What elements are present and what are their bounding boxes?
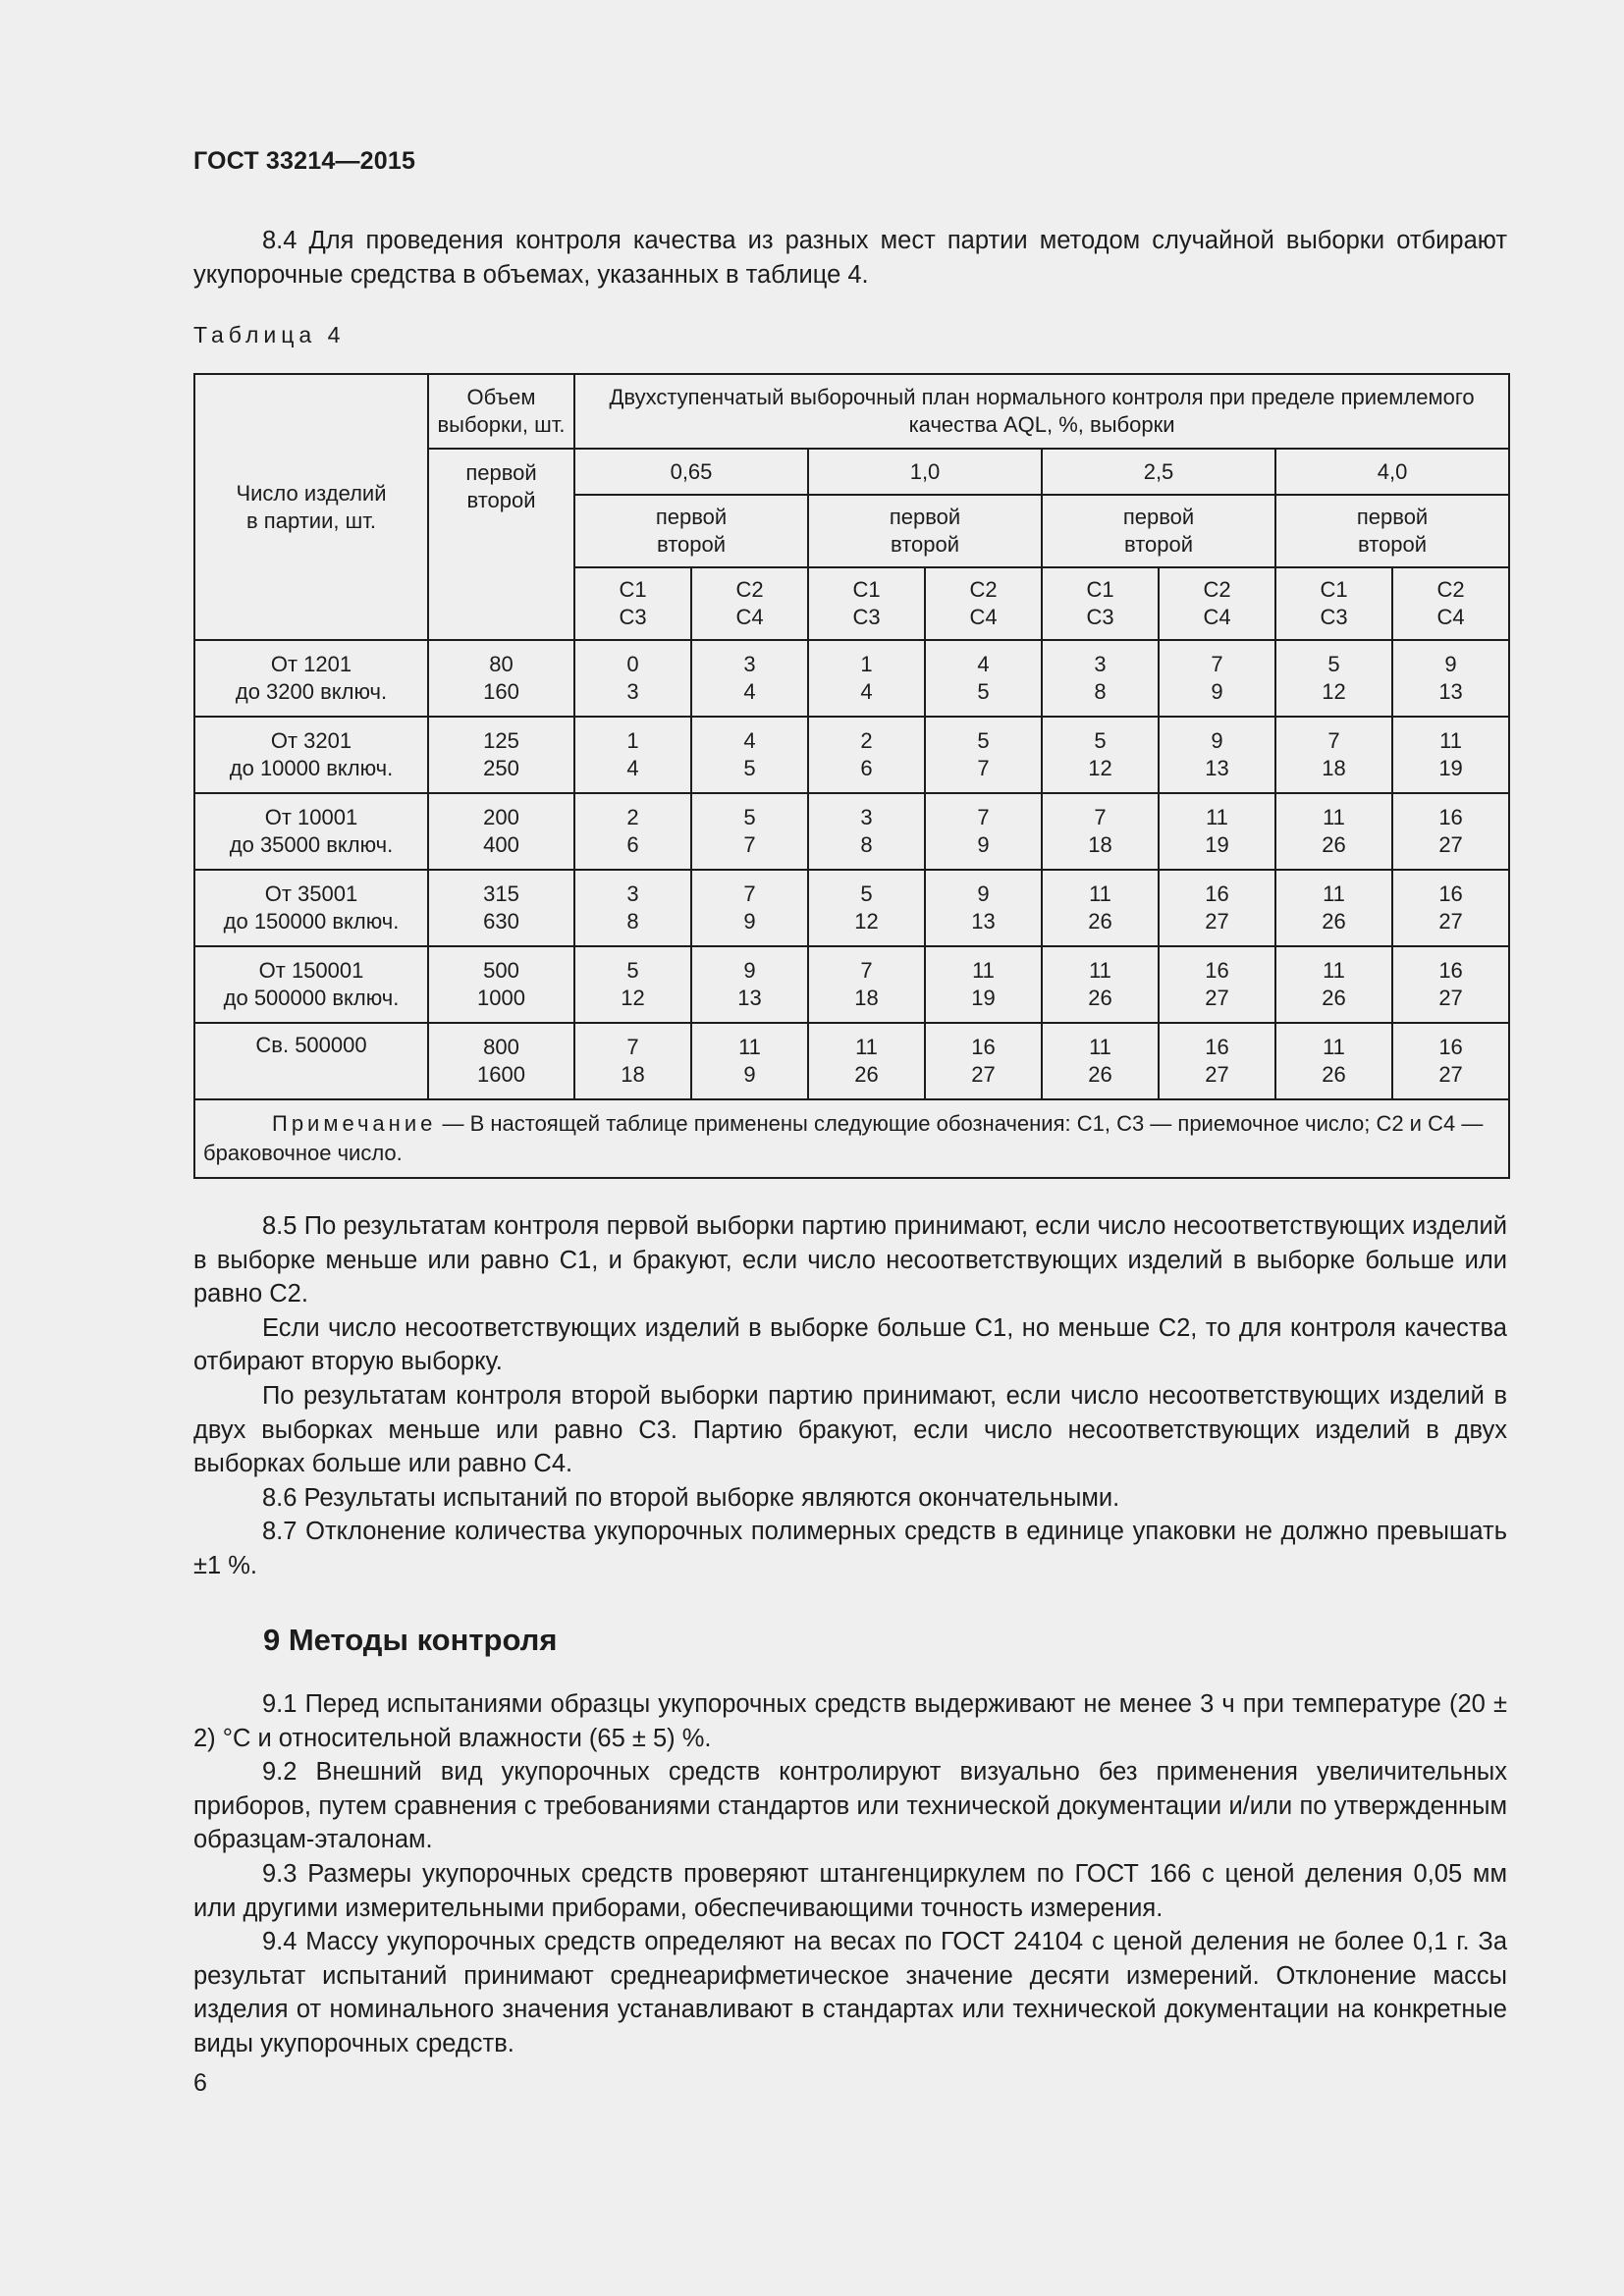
- sample-volume-header: Объем выборки, шт.: [428, 374, 574, 449]
- acceptance-number-header: C1 C3: [1275, 567, 1392, 640]
- sampling-plan-table: [193, 373, 1510, 1179]
- criterion-cell: 3 8: [808, 793, 925, 870]
- criterion-cell: 7 18: [1275, 717, 1392, 793]
- lot-size-cell: От 1201 до 3200 включ.: [194, 640, 428, 717]
- sample-stage-header: первой второй: [428, 449, 574, 640]
- criterion-cell: 16 27: [1159, 870, 1275, 946]
- section-9-block: [193, 1687, 1507, 2061]
- aql-header: 1,0: [808, 449, 1042, 495]
- criterion-cell: 3 8: [1042, 640, 1159, 717]
- criterion-cell: 11 19: [1392, 717, 1509, 793]
- criterion-cell: 11 26: [1042, 946, 1159, 1023]
- document-header: ГОСТ 33214—2015: [193, 147, 416, 175]
- note-label: Примечание: [272, 1111, 437, 1136]
- criterion-cell: 7 9: [925, 793, 1042, 870]
- stage-header: первой второй: [1042, 495, 1275, 567]
- criterion-cell: 5 12: [574, 946, 691, 1023]
- criterion-cell: 16 27: [1159, 946, 1275, 1023]
- paragraph-9-1: 9.1 Перед испытаниями образцы укупорочных средств выдерживают не менее 3 ч при температуре (20 ± 2) °С и относительной влажности (65 ± 5) %.: [193, 1690, 1507, 1752]
- table-row: [194, 946, 1509, 1023]
- criterion-cell: 16 27: [1392, 870, 1509, 946]
- criterion-cell: 7 18: [808, 946, 925, 1023]
- criterion-cell: 11 26: [1275, 946, 1392, 1023]
- sample-volume-cell: 800 1600: [428, 1023, 574, 1099]
- acceptance-number-header: C1 C3: [808, 567, 925, 640]
- table-row: [194, 1023, 1509, 1099]
- paragraph-8-5: 8.5 По результатам контроля первой выборки партию принимают, если число несоответствующих изделий в выборке меньше или равно С1, и бракуют, если число несоответствующих изделий в выборке больше или равно С2.: [193, 1212, 1507, 1308]
- lot-size-cell: Св. 500000: [194, 1023, 428, 1099]
- criterion-cell: 1 4: [808, 640, 925, 717]
- paragraph-8-4: 8.4 Для проведения контроля качества из разных мест партии методом случайной выборки отбирают укупорочные средства в объемах, указанных в таблице 4.: [193, 227, 1507, 289]
- stage-header: первой второй: [808, 495, 1042, 567]
- paragraph-8-6: 8.6 Результаты испытаний по второй выборке являются окончательными.: [262, 1483, 1120, 1512]
- criterion-cell: 2 6: [808, 717, 925, 793]
- note-text: — В настоящей таблице применены следующие обозначения: С1, С3 — приемочное число; С2 и С4 — браковочное число.: [203, 1111, 1484, 1165]
- criterion-cell: 11 26: [1275, 870, 1392, 946]
- paragraph-8-7: 8.7 Отклонение количества укупорочных полимерных средств в единице упаковки не должно превышать ±1 %.: [193, 1518, 1507, 1579]
- criterion-cell: 11 26: [1275, 793, 1392, 870]
- criterion-cell: 4 5: [691, 717, 808, 793]
- lot-size-cell: От 35001 до 150000 включ.: [194, 870, 428, 946]
- criterion-cell: 11 19: [1159, 793, 1275, 870]
- criterion-cell: 7 18: [1042, 793, 1159, 870]
- table-row: [194, 640, 1509, 717]
- paragraph-9-3: 9.3 Размеры укупорочных средств проверяют штангенциркулем по ГОСТ 166 с ценой деления 0,05 мм или другими измерительными приборами, обеспечивающими точность измерения.: [193, 1859, 1507, 1922]
- criterion-cell: 3 8: [574, 870, 691, 946]
- criterion-cell: 11 26: [1275, 1023, 1392, 1099]
- criterion-cell: 16 27: [925, 1023, 1042, 1099]
- criterion-cell: 7 18: [574, 1023, 691, 1099]
- criterion-cell: 9 13: [1159, 717, 1275, 793]
- criterion-cell: 11 26: [1042, 1023, 1159, 1099]
- sample-volume-cell: 200 400: [428, 793, 574, 870]
- table-note: [194, 1099, 1509, 1178]
- stage-header: первой второй: [1275, 495, 1509, 567]
- criterion-cell: 3 4: [691, 640, 808, 717]
- criterion-cell: 7 9: [691, 870, 808, 946]
- criterion-cell: 16 27: [1392, 793, 1509, 870]
- criterion-cell: 11 26: [808, 1023, 925, 1099]
- criterion-cell: 7 9: [1159, 640, 1275, 717]
- lot-size-cell: От 10001 до 35000 включ.: [194, 793, 428, 870]
- criterion-cell: 4 5: [925, 640, 1042, 717]
- criterion-cell: 11 9: [691, 1023, 808, 1099]
- paragraph-8-5-c: По результатам контроля второй выборки партию принимают, если число несоответствующих изделий в двух выборках меньше или равно С3. Партию бракуют, если число несоответствующих изделий в двух выборках больше или равно С4.: [193, 1381, 1507, 1478]
- sample-volume-cell: 500 1000: [428, 946, 574, 1023]
- intro-block: [193, 224, 1507, 292]
- section-9-title: 9 Методы контроля: [263, 1623, 558, 1657]
- criterion-cell: 1 4: [574, 717, 691, 793]
- stage-header: первой второй: [574, 495, 808, 567]
- criterion-cell: 0 3: [574, 640, 691, 717]
- table-row: [194, 870, 1509, 946]
- criterion-cell: 5 12: [1275, 640, 1392, 717]
- acceptance-number-header: C1 C3: [574, 567, 691, 640]
- criterion-cell: 5 7: [925, 717, 1042, 793]
- rejection-number-header: C2 C4: [1159, 567, 1275, 640]
- after-table-block: [193, 1209, 1507, 1583]
- sample-volume-cell: 315 630: [428, 870, 574, 946]
- aql-header: 2,5: [1042, 449, 1275, 495]
- criterion-cell: 16 27: [1392, 946, 1509, 1023]
- rejection-number-header: C2 C4: [925, 567, 1042, 640]
- sample-volume-cell: 80 160: [428, 640, 574, 717]
- criterion-cell: 9 13: [925, 870, 1042, 946]
- criterion-cell: 9 13: [1392, 640, 1509, 717]
- page-number: 6: [193, 2069, 207, 2097]
- criterion-cell: 9 13: [691, 946, 808, 1023]
- rejection-number-header: C2 C4: [1392, 567, 1509, 640]
- rejection-number-header: C2 C4: [691, 567, 808, 640]
- aql-header: 4,0: [1275, 449, 1509, 495]
- paragraph-9-4: 9.4 Массу укупорочных средств определяют на весах по ГОСТ 24104 с ценой деления не более 0,1 г. За результат испытаний принимают среднеарифметическое значение десяти измерений. Отклонение массы изделия от номинального значения устанавливают в стандартах или технической документации на конкретные виды укупорочных средств.: [193, 1928, 1507, 2057]
- lot-size-header: Число изделий в партии, шт.: [194, 374, 428, 640]
- criterion-cell: 16 27: [1392, 1023, 1509, 1099]
- criterion-cell: 5 12: [1042, 717, 1159, 793]
- criterion-cell: 2 6: [574, 793, 691, 870]
- criterion-cell: 5 12: [808, 870, 925, 946]
- lot-size-cell: От 3201 до 10000 включ.: [194, 717, 428, 793]
- criterion-cell: 11 26: [1042, 870, 1159, 946]
- aql-header: 0,65: [574, 449, 808, 495]
- lot-size-cell: От 150001 до 500000 включ.: [194, 946, 428, 1023]
- criterion-cell: 11 19: [925, 946, 1042, 1023]
- sample-volume-cell: 125 250: [428, 717, 574, 793]
- acceptance-number-header: C1 C3: [1042, 567, 1159, 640]
- paragraph-9-2: 9.2 Внешний вид укупорочных средств контролируют визуально без применения увеличительных приборов, путем сравнения с требованиями стандартов или технической документации и/или по утвержденным образцам-эталонам.: [193, 1758, 1507, 1854]
- criterion-cell: 5 7: [691, 793, 808, 870]
- table-row: [194, 717, 1509, 793]
- table-caption: Таблица 4: [193, 322, 346, 347]
- paragraph-8-5-b: Если число несоответствующих изделий в выборке больше С1, но меньше С2, то для контроля качества отбирают вторую выборку.: [193, 1313, 1507, 1376]
- plan-header: Двухступенчатый выборочный план нормального контроля при пределе приемлемого качества AQL, %, выборки: [574, 374, 1509, 449]
- table-row: [194, 793, 1509, 870]
- criterion-cell: 16 27: [1159, 1023, 1275, 1099]
